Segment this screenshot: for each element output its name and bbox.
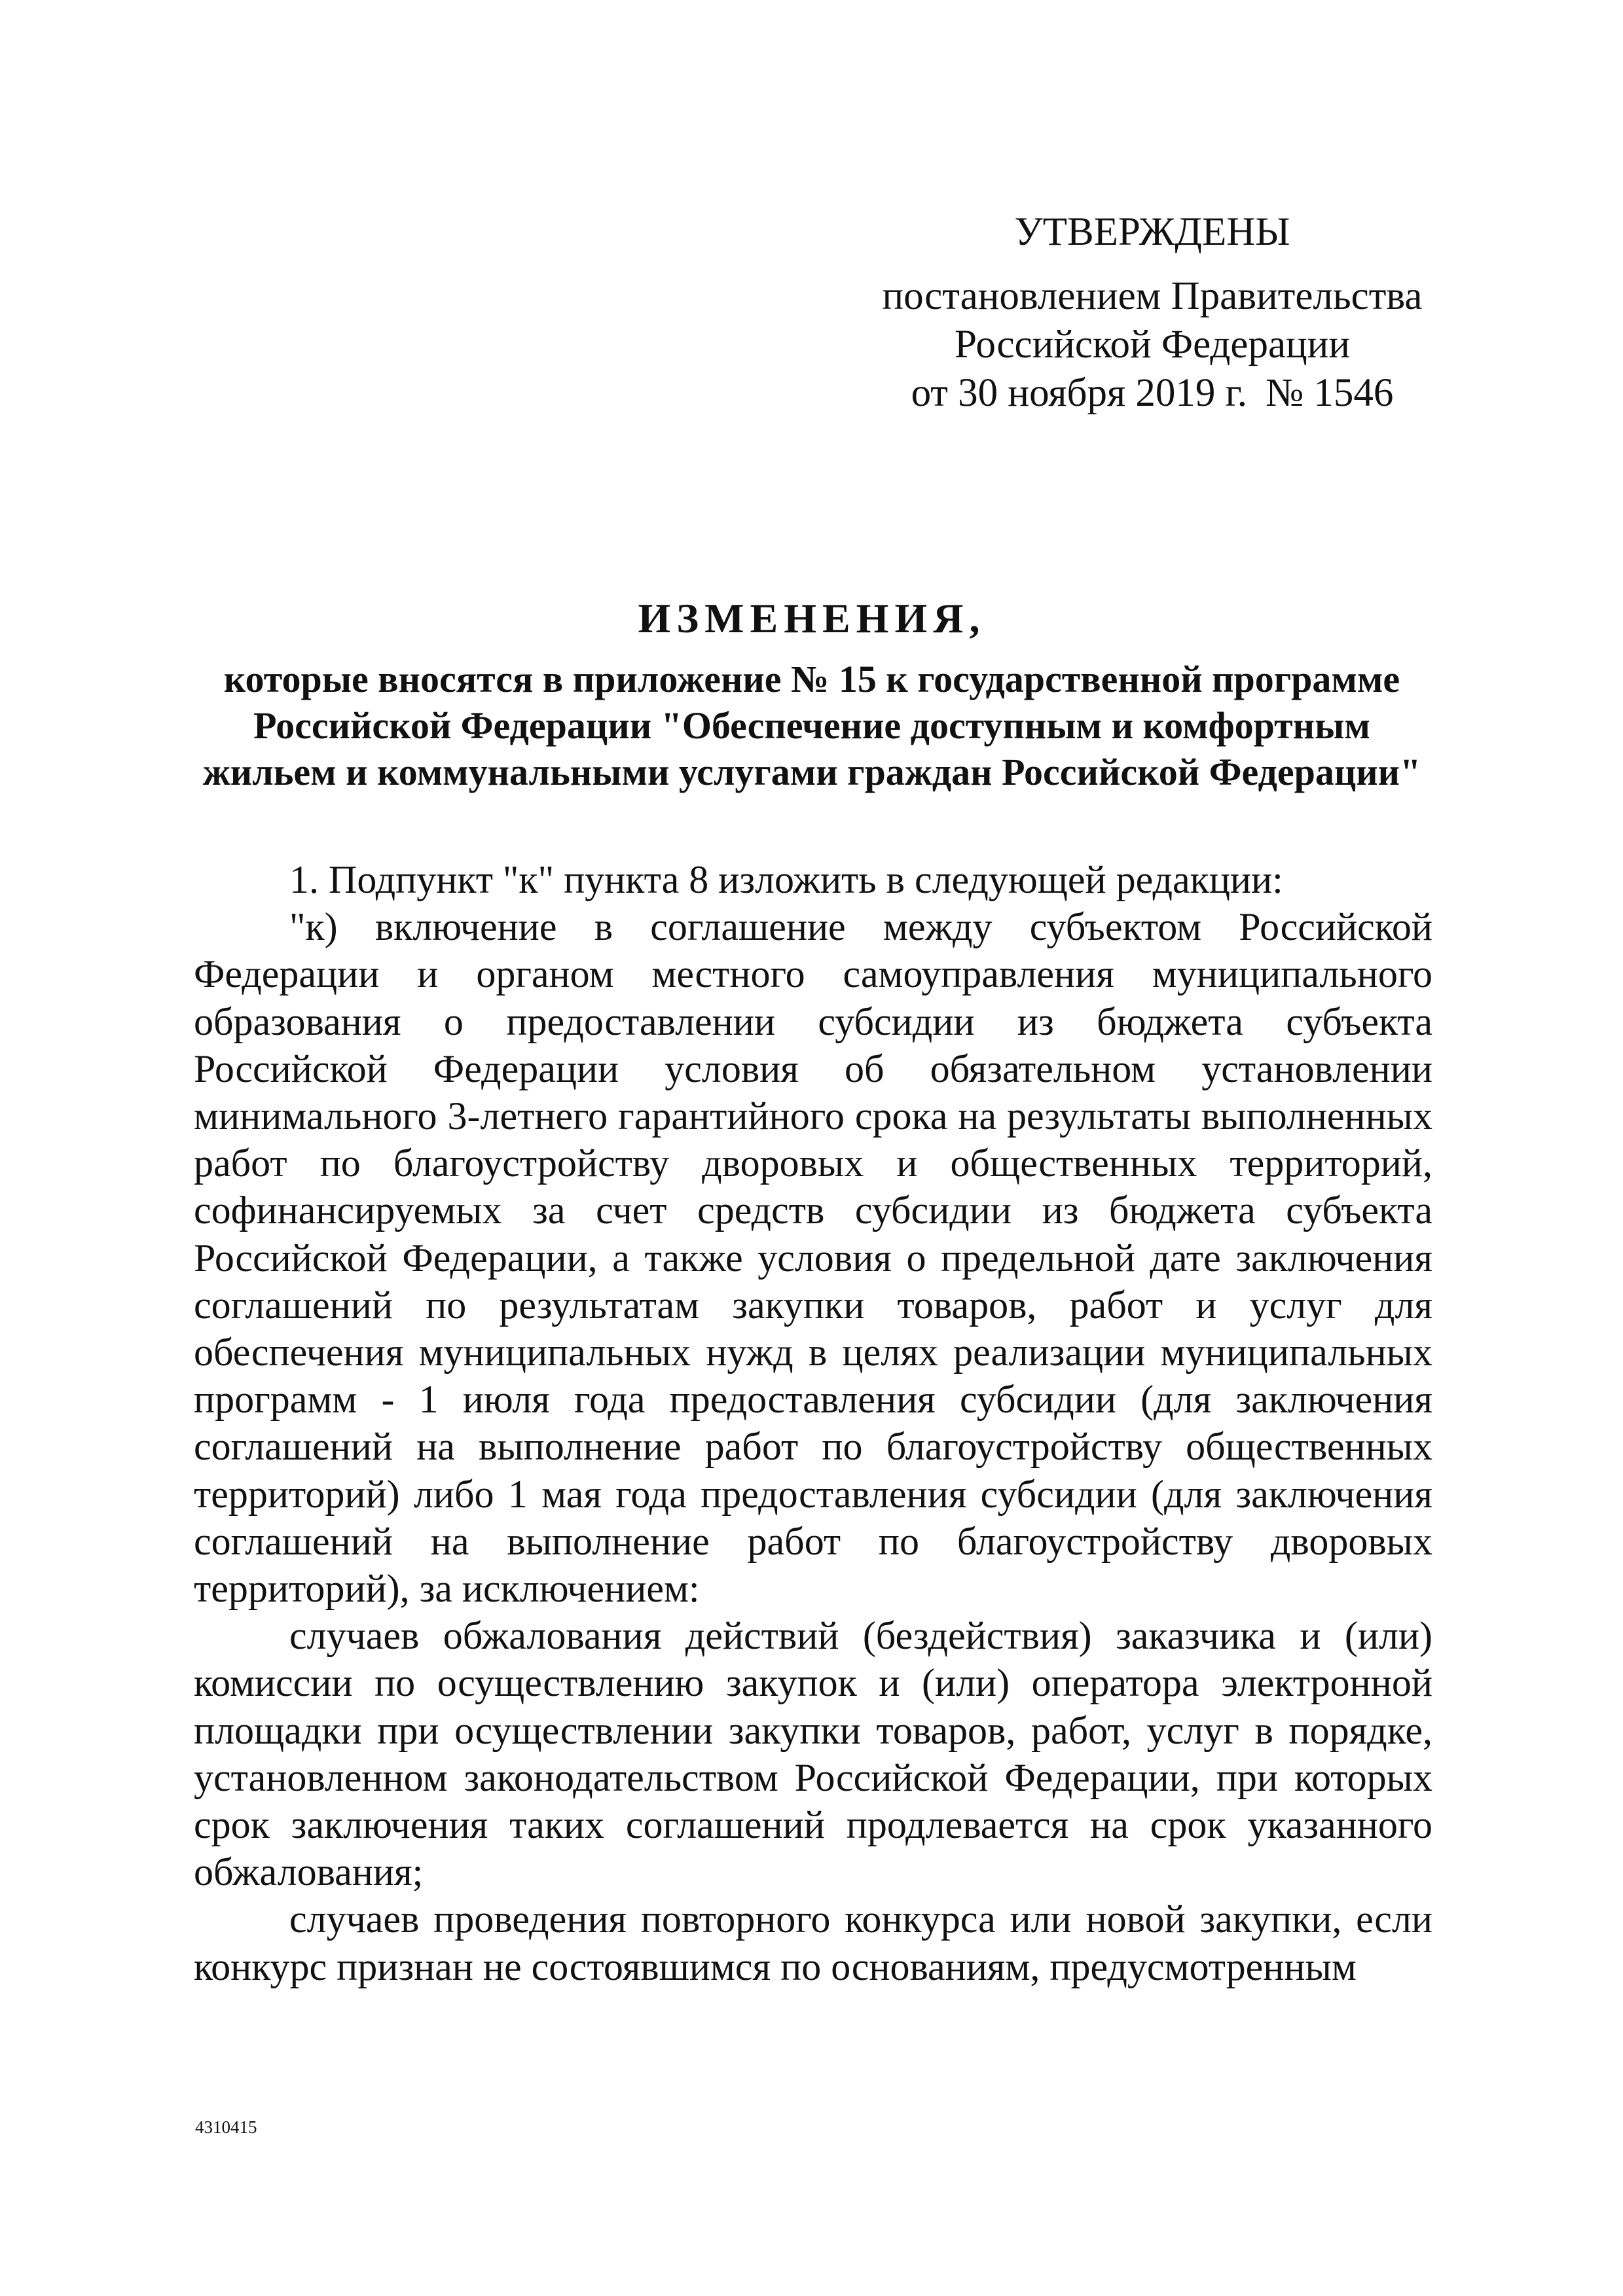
document-subtitle-line: жильем и коммунальными услугами граждан Российской Федерации": [202, 751, 1421, 793]
approval-date: от 30 ноября 2019 г.: [911, 371, 1247, 415]
document-subtitle-line: Российской Федерации "Обеспечение доступным и комфортным: [253, 704, 1370, 747]
body-paragraph-exception-appeal: случаев обжалования действий (бездействия) заказчика и (или) комиссии по осуществлению закупок и (или) оператора электронной площадки при осуществлении закупки товаров, работ, услуг в порядке, установленном законодательством Российской Федерации, при которых срок заключения таких соглашений продлевается на срок указанного обжалования;: [194, 1614, 1432, 1894]
document-code: 4310415: [195, 2117, 257, 2137]
approval-stamp: [851, 208, 1453, 418]
document-title: ИЗМЕНЕНИЯ,: [638, 595, 986, 641]
approval-line-federation: Российской Федерации: [955, 323, 1350, 367]
approval-number: № 1546: [1265, 371, 1394, 415]
approval-date-line: [851, 369, 1453, 418]
document-heading: [164, 589, 1460, 795]
body-paragraph-item-1: 1. Подпункт "к" пункта 8 изложить в следующей редакции:: [289, 858, 1283, 901]
approval-line-resolution: постановлением Правительства: [882, 274, 1423, 318]
document-body: [194, 856, 1432, 1990]
document-subtitle-line: которые вносятся в приложение № 15 к государственной программе: [223, 658, 1400, 700]
body-paragraph-exception-retender: случаев проведения повторного конкурса или новой закупки, если конкурс признан не состоявшимся по основаниям, предусмотренным: [194, 1897, 1432, 1988]
approved-heading: УТВЕРЖДЕНЫ: [1014, 210, 1290, 254]
body-paragraph-subitem-k: "к) включение в соглашение между субъектом Российской Федерации и органом местного самоуправления муниципального образования о предоставлении субсидии из бюджета субъекта Российской Федерации условия об обязательном установлении минимального 3-летнего гарантийного срока на результаты выполненных работ по благоустройству дворовых и общественных территорий, софинансируемых за счет средств субсидии из бюджета субъекта Российской Федерации, а также условия о предельной дате заключения соглашений по результатам закупки товаров, работ и услуг для обеспечения муниципальных нужд в целях реализации муниципальных программ - 1 июля года предоставления субсидии (для заключения соглашений на выполнение работ по благоустройству общественных территорий) либо 1 мая года предоставления субсидии (для заключения соглашений на выполнение работ по благоустройству дворовых территорий), за исключением:: [194, 905, 1432, 1611]
